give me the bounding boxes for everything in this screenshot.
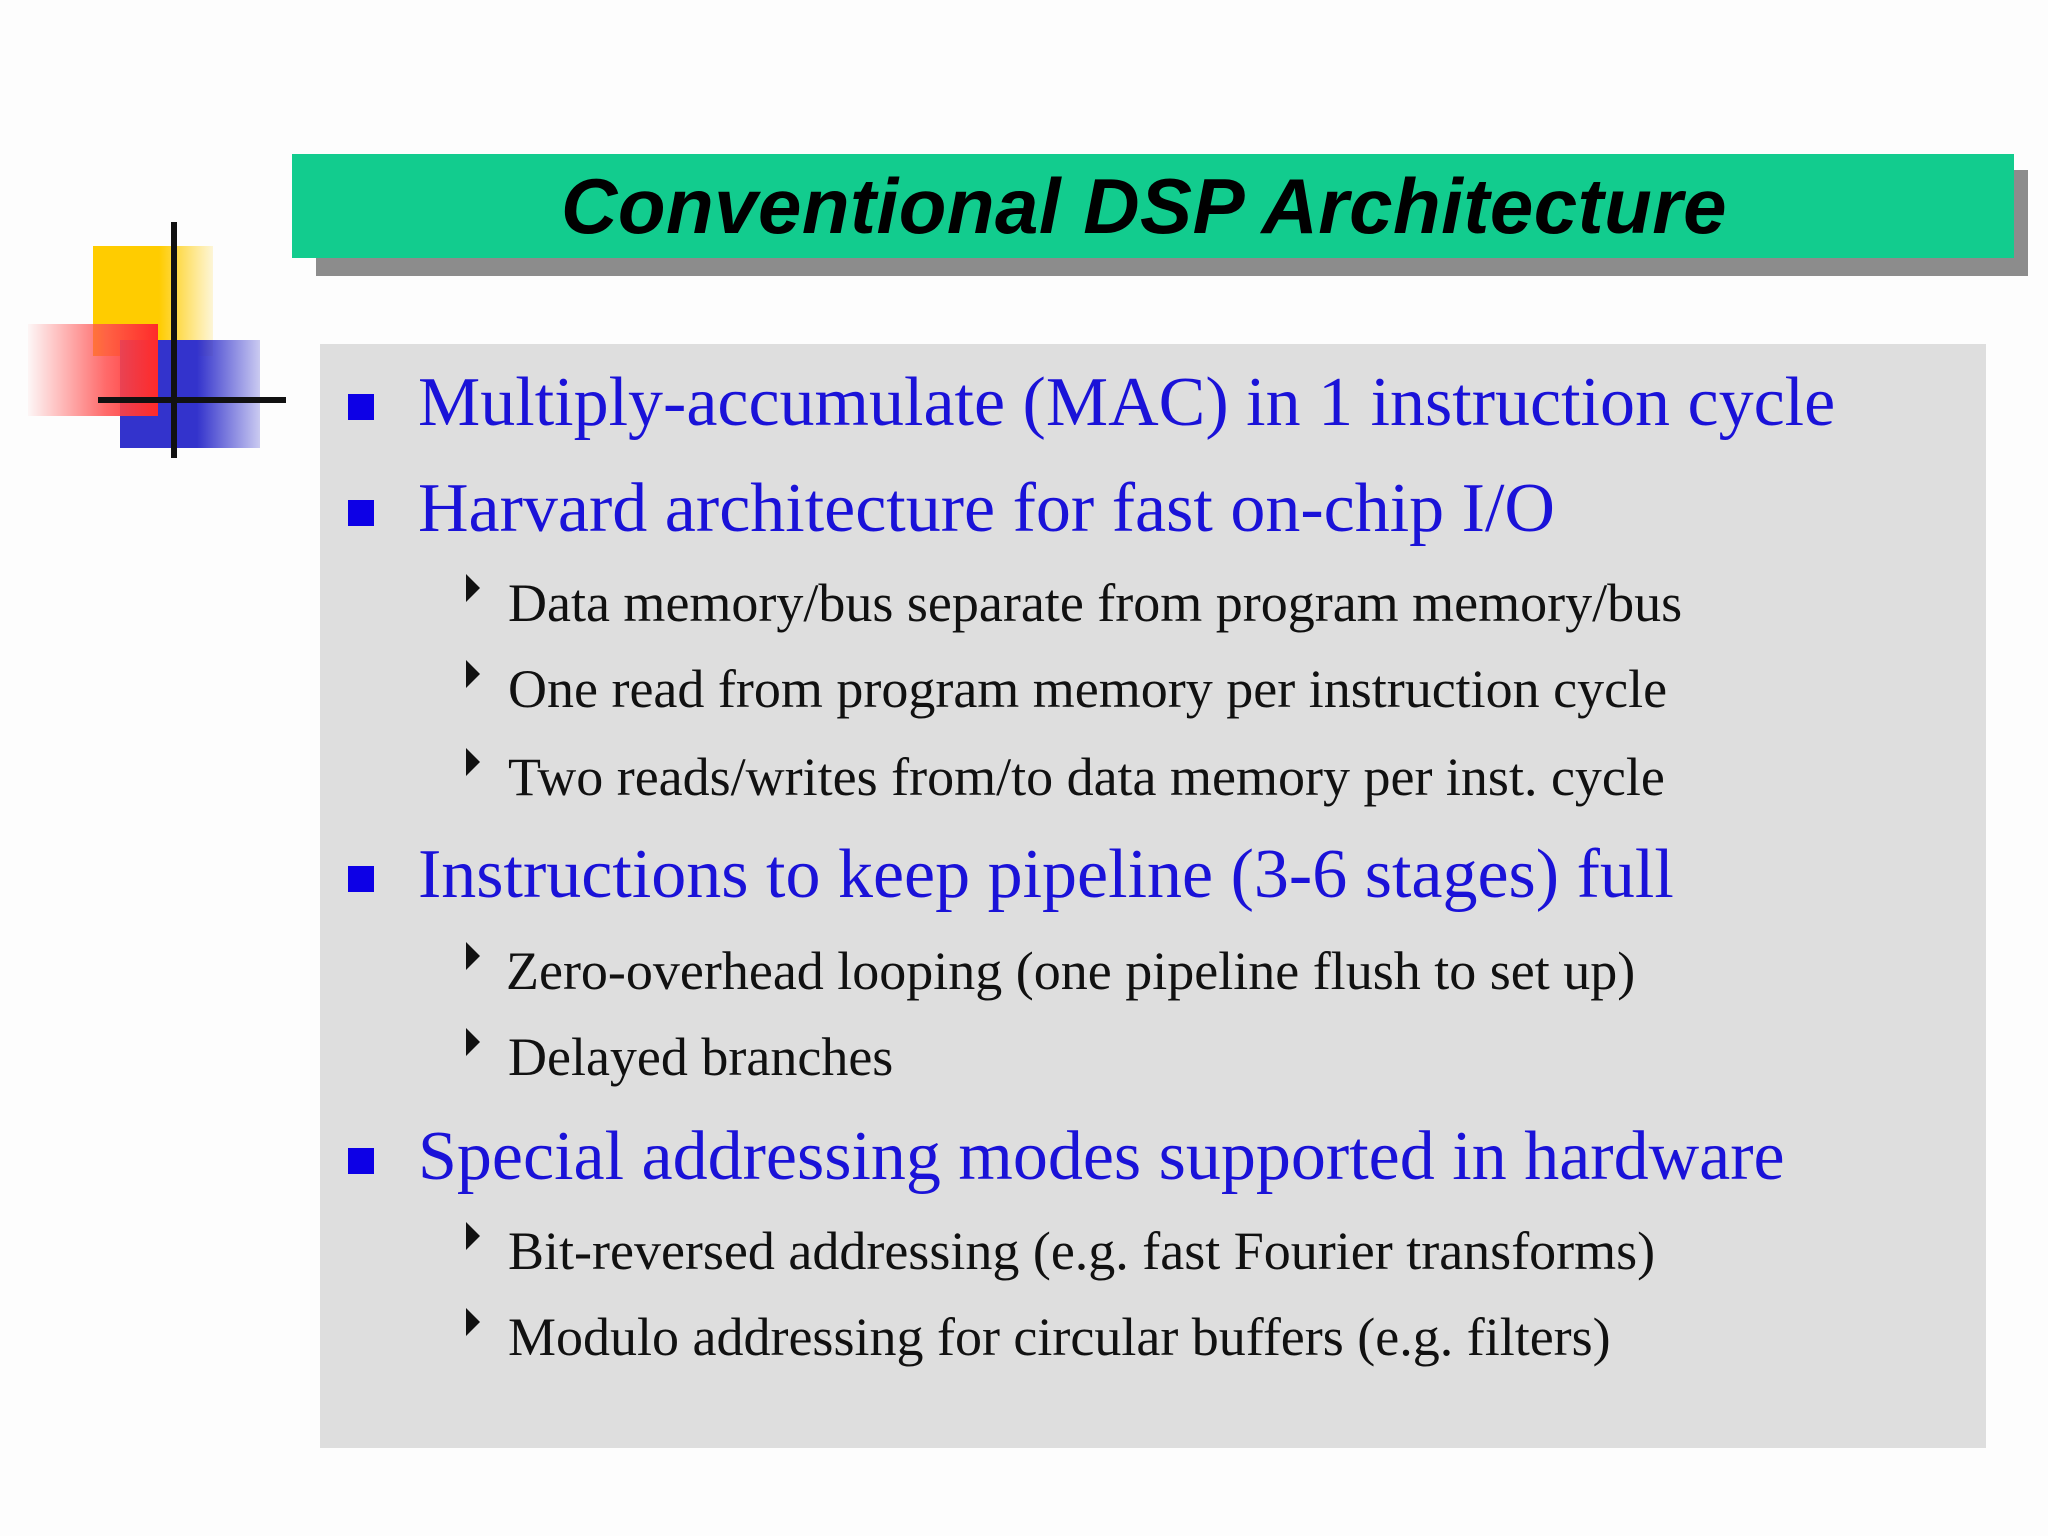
triangle-bullet-icon <box>466 574 480 602</box>
triangle-bullet-icon <box>466 1028 480 1056</box>
sub-bullet-item: Zero-overhead looping (one pipeline flush to set up) <box>506 941 1636 1001</box>
bullet-item: Harvard architecture for fast on-chip I/O <box>418 470 1555 547</box>
triangle-bullet-icon <box>466 942 480 970</box>
sub-bullet-item: Two reads/writes from/to data memory per inst. cycle <box>508 747 1665 807</box>
triangle-bullet-icon <box>466 748 480 776</box>
square-bullet-icon <box>348 866 374 892</box>
logo-vertical-line <box>171 222 177 458</box>
square-bullet-icon <box>348 1148 374 1174</box>
sub-bullet-item: Delayed branches <box>508 1027 894 1087</box>
logo-horizontal-line <box>98 397 286 403</box>
slide-title: Conventional DSP Architecture <box>561 161 1727 250</box>
square-bullet-icon <box>348 500 374 526</box>
bullet-item: Special addressing modes supported in hardware <box>418 1118 1785 1195</box>
triangle-bullet-icon <box>466 1308 480 1336</box>
sub-bullet-item: Data memory/bus separate from program memory/bus <box>508 573 1683 633</box>
square-bullet-icon <box>348 394 374 420</box>
slide-logo <box>28 222 268 462</box>
sub-bullet-item: Bit-reversed addressing (e.g. fast Fourier transforms) <box>508 1221 1656 1281</box>
triangle-bullet-icon <box>466 1222 480 1250</box>
title-banner <box>292 154 2014 258</box>
sub-bullet-item: One read from program memory per instruction cycle <box>508 659 1668 719</box>
triangle-bullet-icon <box>466 660 480 688</box>
content-panel <box>320 344 1986 1448</box>
bullet-item: Instructions to keep pipeline (3-6 stages) full <box>418 836 1674 913</box>
sub-bullet-item: Modulo addressing for circular buffers (e.g. filters) <box>508 1307 1611 1367</box>
bullet-item: Multiply-accumulate (MAC) in 1 instruction cycle <box>418 364 1836 441</box>
